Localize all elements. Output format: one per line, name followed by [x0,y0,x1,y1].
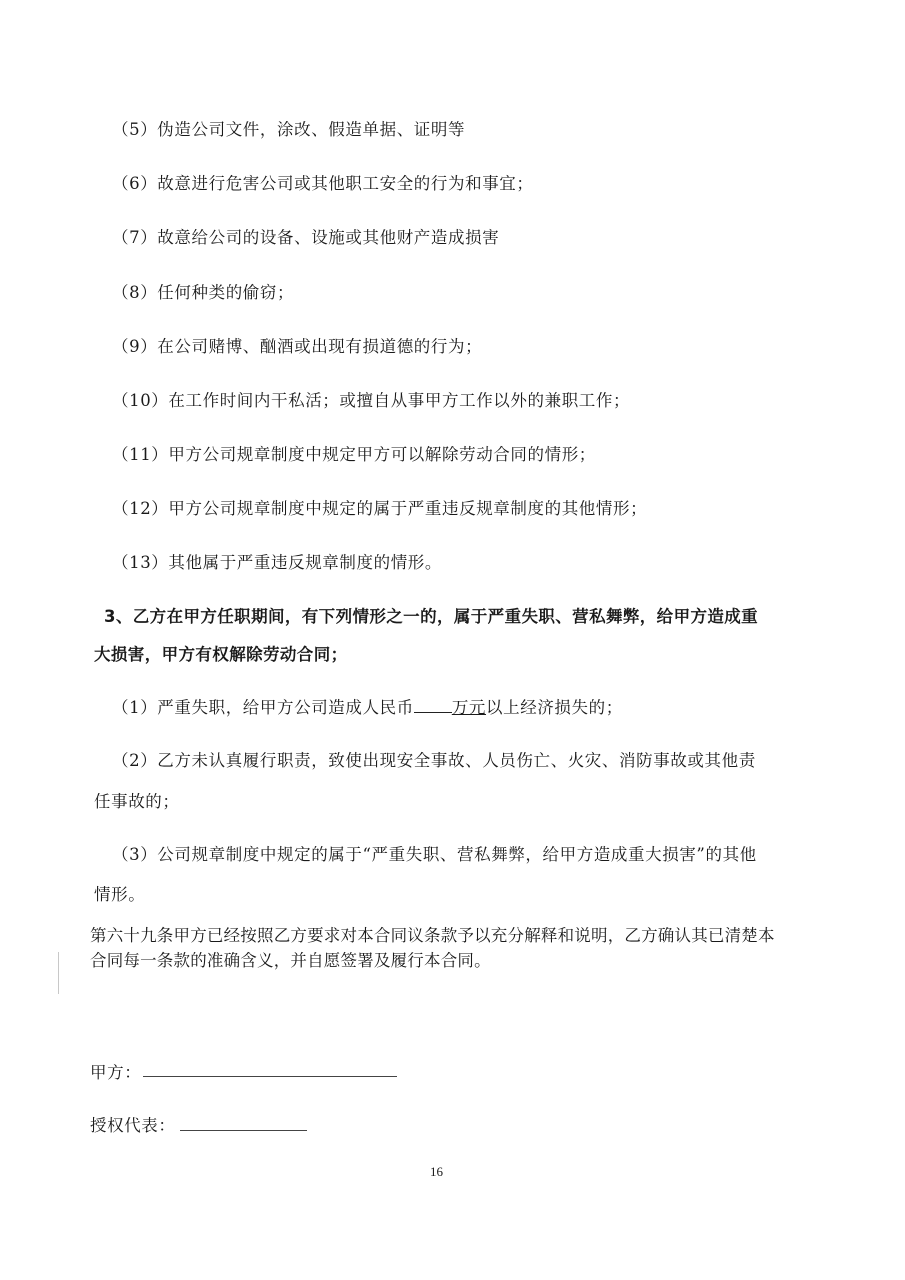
sub-item-1-prefix: （1）严重失职，给甲方公司造成人民币 [112,698,414,717]
sub-item-3-line-2: 情形。 [94,885,146,904]
sub-item-2-line-2: 任事故的； [94,792,180,811]
list-item: （10）在工作时间内干私活；或擅自从事甲方工作以外的兼职工作； [112,391,631,410]
list-item: （13）其他属于严重违反规章制度的情形。 [112,553,442,572]
authorized-rep-label: 授权代表： [90,1116,176,1135]
party-a-label: 甲方： [90,1063,142,1082]
authorized-rep-signature-line[interactable] [180,1129,307,1131]
sub-item-1 [112,694,623,718]
list-item: （6）故意进行危害公司或其他职工安全的行为和事宜； [112,174,534,193]
clause-3-heading-line-2: 大损害，甲方有权解除劳动合同； [94,645,348,664]
margin-mark [58,952,59,994]
list-item: （5）伪造公司文件，涂改、假造单据、证明等 [112,120,466,139]
list-item: （8）任何种类的偷窃； [112,283,295,302]
list-item: （11）甲方公司规章制度中规定甲方可以解除劳动合同的情形； [112,445,596,464]
list-item: （7）故意给公司的设备、设施或其他财产造成损害 [112,228,500,247]
list-item: （9）在公司赌博、酗酒或出现有损道德的行为； [112,337,483,356]
party-a-signature-line[interactable] [143,1075,397,1077]
sub-item-3-line-1: （3）公司规章制度中规定的属于“严重失职、营私舞弊，给甲方造成重大损害”的其他 [112,845,757,864]
sub-item-1-suffix: 以上经济损失的； [486,698,623,717]
amount-unit: 万元 [451,698,487,717]
sub-item-2-line-1: （2）乙方未认真履行职责，致使出现安全事故、人员伤亡、火灾、消防事故或其他责 [112,751,756,770]
clause-3-heading-line-1: 3、乙方在甲方任职期间，有下列情形之一的，属于严重失职、营私舞弊，给甲方造成重 [104,607,759,626]
amount-blank [414,696,452,713]
list-item: （12）甲方公司规章制度中规定的属于严重违反规章制度的其他情形； [112,499,648,518]
page-number: 16 [430,1164,443,1179]
article-69-line-1: 第六十九条甲方已经按照乙方要求对本合同议条款予以充分解释和说明，乙方确认其已清楚本 [90,926,775,945]
article-69-line-2: 合同每一条款的准确含义，并自愿签署及履行本合同。 [90,951,491,970]
